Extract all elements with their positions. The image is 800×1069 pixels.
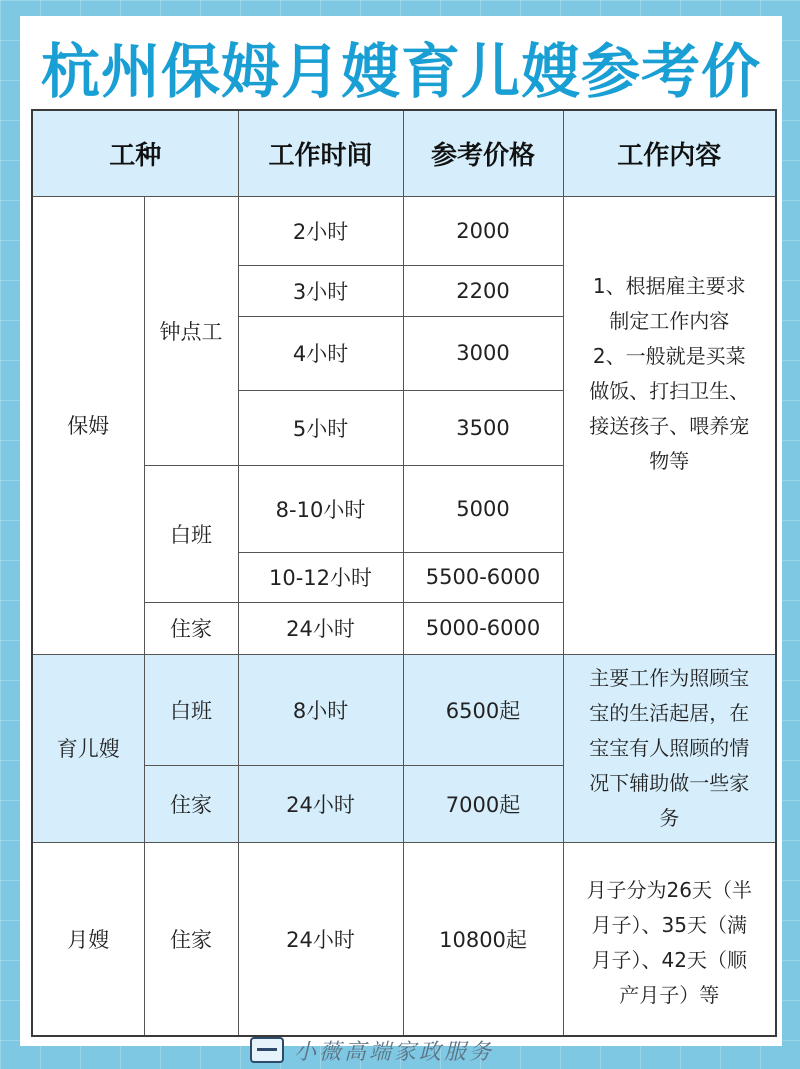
- subcategory-live-in: 住家: [144, 842, 238, 1036]
- time-cell: 4小时: [238, 316, 403, 390]
- category-yuesao: 月嫂: [32, 842, 144, 1036]
- subcategory-live-in: 住家: [144, 765, 238, 842]
- subcategory-day: 白班: [144, 654, 238, 765]
- price-cell: 7000起: [403, 765, 563, 842]
- content-yuesao: [563, 842, 776, 1036]
- header-time: 工作时间: [238, 110, 403, 196]
- subcategory-hourly: 钟点工: [144, 196, 238, 465]
- time-cell: 2小时: [238, 196, 403, 265]
- table-row: [32, 654, 776, 765]
- price-cell: 3500: [403, 390, 563, 465]
- content-line: 产月子）等: [619, 982, 720, 1007]
- time-cell: 8小时: [238, 654, 403, 765]
- header-price: 参考价格: [403, 110, 563, 196]
- page-title: 杭州保姆月嫂育儿嫂参考价: [40, 36, 761, 106]
- content-line: 月子分为26天（半: [586, 877, 752, 902]
- time-cell: 10-12小时: [238, 552, 403, 602]
- content-baomu: [563, 196, 776, 654]
- price-cell: 2000: [403, 196, 563, 265]
- time-cell: 24小时: [238, 842, 403, 1036]
- content-line: 月子）、42天（顺: [591, 947, 747, 972]
- price-cell: 5000: [403, 465, 563, 552]
- time-cell: 24小时: [238, 765, 403, 842]
- content-line: 宝的生活起居，在: [589, 700, 750, 725]
- price-table: [31, 109, 777, 1037]
- price-cell: 3000: [403, 316, 563, 390]
- header-type: 工种: [32, 110, 238, 196]
- header-content: 工作内容: [563, 110, 776, 196]
- content-line: 制定工作内容: [609, 308, 730, 333]
- content-line: 月子）、35天（满: [591, 912, 747, 937]
- content-line: 接送孩子、喂养宠: [589, 413, 750, 438]
- time-cell: 5小时: [238, 390, 403, 465]
- poster-card: [20, 16, 782, 1046]
- footer-brand-text: 小薇高端家政服务: [294, 1039, 495, 1065]
- table-header-row: [32, 110, 776, 196]
- content-line: 务: [659, 805, 680, 830]
- content-line: 2、一般就是买菜: [592, 343, 746, 368]
- price-cell: 2200: [403, 265, 563, 316]
- time-cell: 3小时: [238, 265, 403, 316]
- price-cell: 10800起: [403, 842, 563, 1036]
- content-line: 1、根据雇主要求: [592, 273, 746, 298]
- content-line: 况下辅助做一些家: [589, 770, 750, 795]
- content-yuersao: [563, 654, 776, 842]
- content-line: 主要工作为照顾宝: [589, 665, 750, 690]
- subcategory-day: 白班: [144, 465, 238, 602]
- table-row: [32, 196, 776, 265]
- price-cell: 5500-6000: [403, 552, 563, 602]
- footer-watermark: [250, 1034, 494, 1066]
- price-cell: 6500起: [403, 654, 563, 765]
- subcategory-live-in: 住家: [144, 602, 238, 654]
- category-yuersao: 育儿嫂: [32, 654, 144, 842]
- content-line: 物等: [649, 448, 690, 473]
- category-baomu: 保姆: [32, 196, 144, 654]
- table-row: [32, 842, 776, 1036]
- brand-logo-icon: [250, 1037, 284, 1063]
- time-cell: 24小时: [238, 602, 403, 654]
- time-cell: 8-10小时: [238, 465, 403, 552]
- content-line: 做饭、打扫卫生、: [589, 378, 750, 403]
- content-line: 宝宝有人照顾的情: [589, 735, 750, 760]
- price-cell: 5000-6000: [403, 602, 563, 654]
